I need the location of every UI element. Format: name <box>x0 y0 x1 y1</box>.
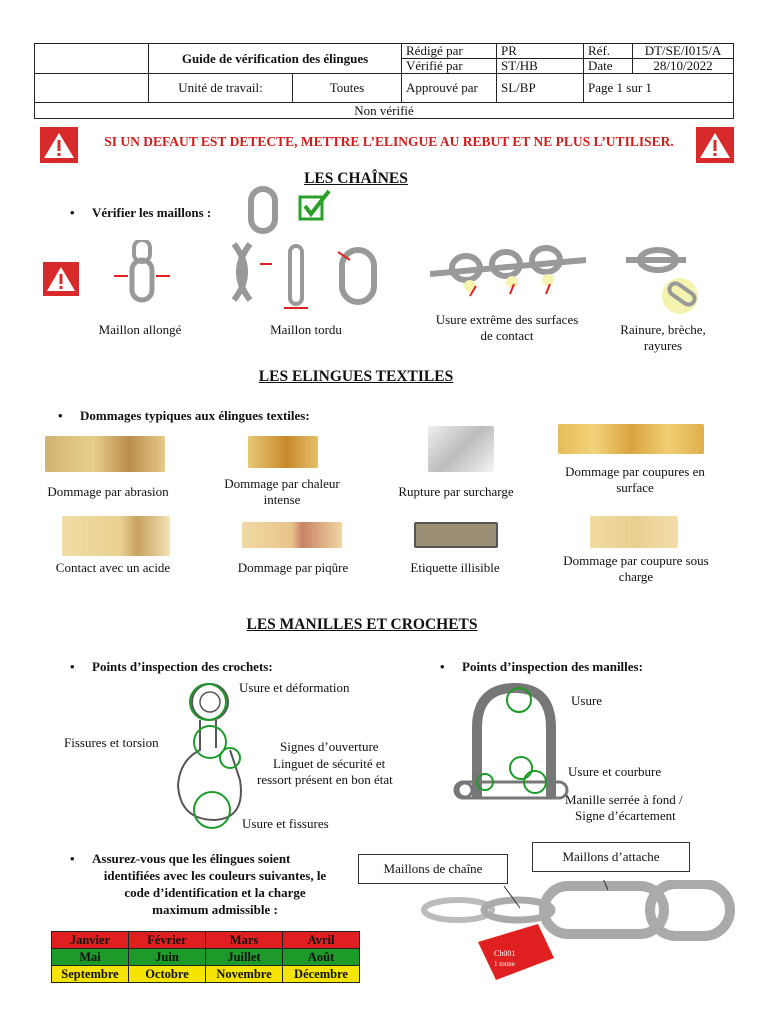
hook-illustration <box>160 680 260 830</box>
unite-value: Toutes <box>293 74 402 103</box>
month-cell: Mai <box>52 949 129 966</box>
textile-caption-7: Etiquette illisible <box>410 560 500 575</box>
textile-caption-6: Dommage par piqûre <box>237 560 349 575</box>
identification-line-3: code d’identification et la charge <box>124 885 306 900</box>
warning-triangle-icon <box>40 127 78 163</box>
approuve-value: SL/BP <box>497 74 584 103</box>
textiles-bullet: • Dommages typiques aux élingues textiles: <box>58 408 310 424</box>
chain-caption-1: Maillon allongé <box>98 322 182 337</box>
abrasion-damage-photo <box>45 436 165 472</box>
hooks-bullet: • Points d’inspection des crochets: <box>70 659 273 675</box>
hook-label-2: Fissures et torsion <box>64 735 159 750</box>
textile-caption-1: Dommage par abrasion <box>47 484 169 499</box>
shackle-label-2: Usure et courbure <box>568 764 662 779</box>
warning-triangle-icon <box>43 262 79 296</box>
logo-cell-2 <box>35 74 149 103</box>
approuve-label: Approuvé par <box>402 74 497 103</box>
textile-caption-2: Dommage par chaleur intense <box>224 476 340 507</box>
hook-label-5: ressort présent en bon état <box>257 772 393 787</box>
tag-code: Ch001 <box>494 949 516 958</box>
textile-caption-4: Dommage par coupures en surface <box>565 464 705 495</box>
illegible-label-photo <box>414 522 498 548</box>
shackle-label-1: Usure <box>571 693 603 708</box>
month-cell: Octobre <box>129 966 206 983</box>
shackle-illustration <box>445 678 570 838</box>
month-cell: Avril <box>283 932 360 949</box>
heat-damage-photo <box>248 436 318 468</box>
month-cell: Novembre <box>206 966 283 983</box>
identification-text <box>70 850 360 918</box>
elongated-link-illustration <box>112 240 172 310</box>
ref-label: Réf. <box>584 44 633 59</box>
month-color-table <box>51 931 360 983</box>
month-cell: Février <box>129 932 206 949</box>
chain-links-label: Maillons de chaîne <box>358 854 508 884</box>
hook-label-6: Usure et fissures <box>242 816 329 831</box>
scratched-link-illustration <box>626 244 706 316</box>
month-cell: Janvier <box>52 932 129 949</box>
acid-damage-photo <box>62 516 170 556</box>
document-title: Guide de vérification des élingues <box>149 44 402 74</box>
document-header-table <box>34 43 734 119</box>
month-cell: Décembre <box>283 966 360 983</box>
month-row-yellow <box>52 966 360 983</box>
shackle-label-4: Signe d’écartement <box>575 808 676 823</box>
identification-line-1: • Assurez-vous que les élingues soient <box>70 851 291 866</box>
month-cell: Juin <box>129 949 206 966</box>
hook-label-4: Linguet de sécurité et <box>273 756 386 771</box>
month-cell: Septembre <box>52 966 129 983</box>
chains-bullet: • Vérifier les maillons : <box>70 205 211 221</box>
identification-line-4: maximum admissible : <box>152 902 278 917</box>
month-cell: Août <box>283 949 360 966</box>
textile-caption-3: Rupture par surcharge <box>398 484 514 499</box>
chain-link-icon <box>247 186 281 234</box>
month-cell: Juillet <box>206 949 283 966</box>
worn-chain-illustration <box>430 244 590 306</box>
warning-triangle-icon <box>696 127 734 163</box>
month-row-red <box>52 932 360 949</box>
chain-caption-2: Maillon tordu <box>270 322 342 337</box>
hook-label-1: Usure et déformation <box>239 680 350 695</box>
checkmark-icon <box>297 188 333 222</box>
textile-caption-5: Contact avec un acide <box>55 560 171 575</box>
date-label: Date <box>584 59 633 74</box>
redige-label: Rédigé par <box>402 44 497 59</box>
section-title-shackles: LES MANILLES ET CROCHETS <box>246 616 478 633</box>
verifie-label: Vérifié par <box>402 59 497 74</box>
chain-caption-3: Usure extrême des surfaces de contact <box>435 312 579 343</box>
month-row-green <box>52 949 360 966</box>
month-cell: Mars <box>206 932 283 949</box>
date-value: 28/10/2022 <box>633 59 734 74</box>
section-title-chains: LES CHAÎNES <box>304 170 408 187</box>
chain-tag-illustration <box>418 880 738 990</box>
warning-text: SI UN DEFAUT EST DETECTE, METTRE L’ELINGUE AU REBUT ET NE PLUS L’UTILISER. <box>104 134 674 149</box>
verifie-value: ST/HB <box>497 59 584 74</box>
identification-line-2: identifiées avec les couleurs suivantes, le <box>103 868 327 883</box>
logo-cell <box>35 44 149 74</box>
hook-label-3: Signes d’ouverture <box>280 739 379 754</box>
twisted-link-illustration <box>226 242 386 312</box>
chain-caption-4: Rainure, brèche, rayures <box>620 322 706 353</box>
section-title-textiles: LES ELINGUES TEXTILES <box>258 368 454 385</box>
attachment-links-label: Maillons d’attache <box>532 842 690 872</box>
shackles-bullet: • Points d’inspection des manilles: <box>440 659 643 675</box>
tag-load: 1 tonne <box>494 960 515 968</box>
textile-caption-8: Dommage par coupure sous charge <box>563 553 709 584</box>
surface-cut-photo <box>558 424 704 454</box>
load-cut-photo <box>590 516 678 548</box>
ref-value: DT/SE/I015/A <box>633 44 734 59</box>
overload-rupture-photo <box>428 426 494 472</box>
puncture-damage-photo <box>242 522 342 548</box>
warning-banner <box>40 127 734 163</box>
status-row: Non vérifié <box>35 103 734 119</box>
redige-value: PR <box>497 44 584 59</box>
shackle-label-3: Manille serrée à fond / <box>565 792 683 807</box>
unite-label: Unité de travail: <box>149 74 293 103</box>
page-number: Page 1 sur 1 <box>584 74 734 103</box>
